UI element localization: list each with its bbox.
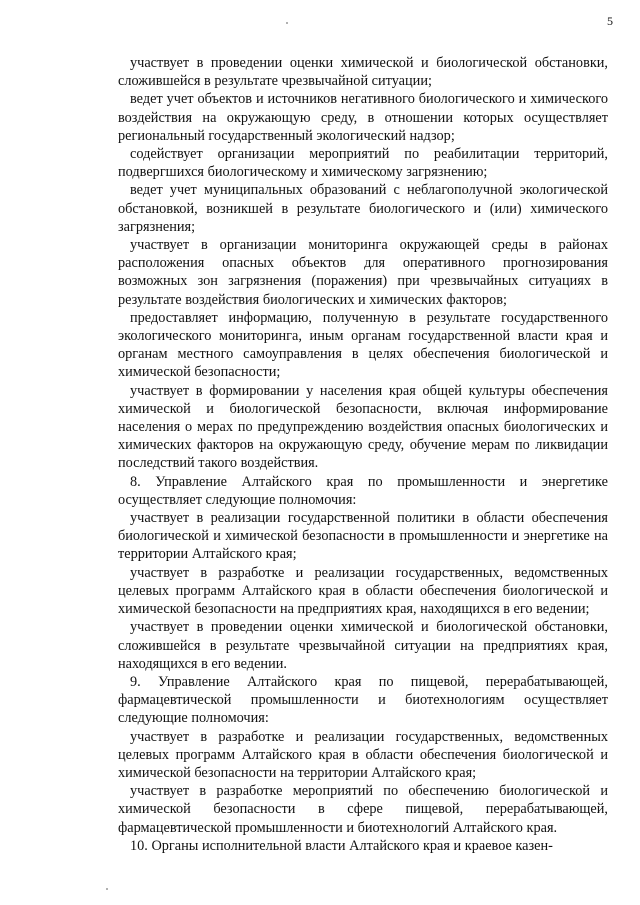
paragraph: содействует организации мероприятий по реабилитации территорий, подвергшихся биологическому и химическому загрязнению; (118, 146, 608, 181)
paragraph: участвует в разработке и реализации государственных, ведомственных целевых программ Алтайского края в области обеспечения биологической и химической безопасности на территории Алтайского края; (118, 728, 608, 781)
paragraph: участвует в разработке мероприятий по обеспечению биологической и химической безопасности в сфере пищевой, перерабатывающей, фармацевтической промышленности и биотехнологий Алтайского края. (118, 783, 608, 836)
scan-speck (106, 888, 108, 890)
page-number: 5 (607, 14, 613, 28)
section-heading-9: 9. Управление Алтайского края по пищевой, перерабатывающей, фармацевтической промышленности и биотехнологиям осуществляет следующие полномочия: (118, 673, 608, 727)
paragraph: ведет учет объектов и источников негативного биологического и химического воздействия на окружающую среду, в отношении которых осуществляет региональный государственный экологический надзор; (118, 91, 608, 144)
paragraph: участвует в проведении оценки химической и биологической обстановки, сложившейся в результате чрезвычайной ситуации на предприятиях края, находящихся в его ведении. (118, 619, 608, 672)
paragraph: участвует в проведении оценки химической и биологической обстановки, сложившейся в результате чрезвычайной ситуации; (118, 55, 608, 90)
document-body (118, 54, 608, 855)
paragraph: участвует в организации мониторинга окружающей среды в районах расположения опасных объектов для оперативного прогнозирования возможных зон загрязнения (поражения) при чрезвычайных ситуациях в результате воздействия биологических и химических факторов; (118, 237, 608, 308)
section-heading-8: 8. Управление Алтайского края по промышленности и энергетике осуществляет следующие полномочия: (118, 473, 608, 508)
scan-speck (286, 22, 288, 24)
paragraph: участвует в разработке и реализации государственных, ведомственных целевых программ Алтайского края в области обеспечения биологической и химической безопасности на предприятиях края, находящихся в его ведении; (118, 564, 608, 618)
paragraph: предоставляет информацию, полученную в результате государственного экологического мониторинга, иным органам государственной власти края и органам местного самоуправления в целях обеспечения биологической и химической безопасности; (118, 309, 608, 381)
paragraph: участвует в реализации государственной политики в области обеспечения биологической и химической безопасности в промышленности и энергетике на территории Алтайского края; (118, 510, 608, 563)
paragraph: участвует в формировании у населения края общей культуры обеспечения химической и биологической безопасности, включая информирование населения о мерах по предупреждению воздействия опасных биологических и химических факторов на окружающую среду, обучение мерам по ликвидации последствий такого воздействия. (118, 382, 608, 472)
paragraph: ведет учет муниципальных образований с неблагополучной экологической обстановкой, возникшей в результате биологического и (или) химического загрязнения; (118, 182, 608, 235)
section-heading-10: 10. Органы исполнительной власти Алтайского края и краевое казен- (130, 837, 553, 854)
